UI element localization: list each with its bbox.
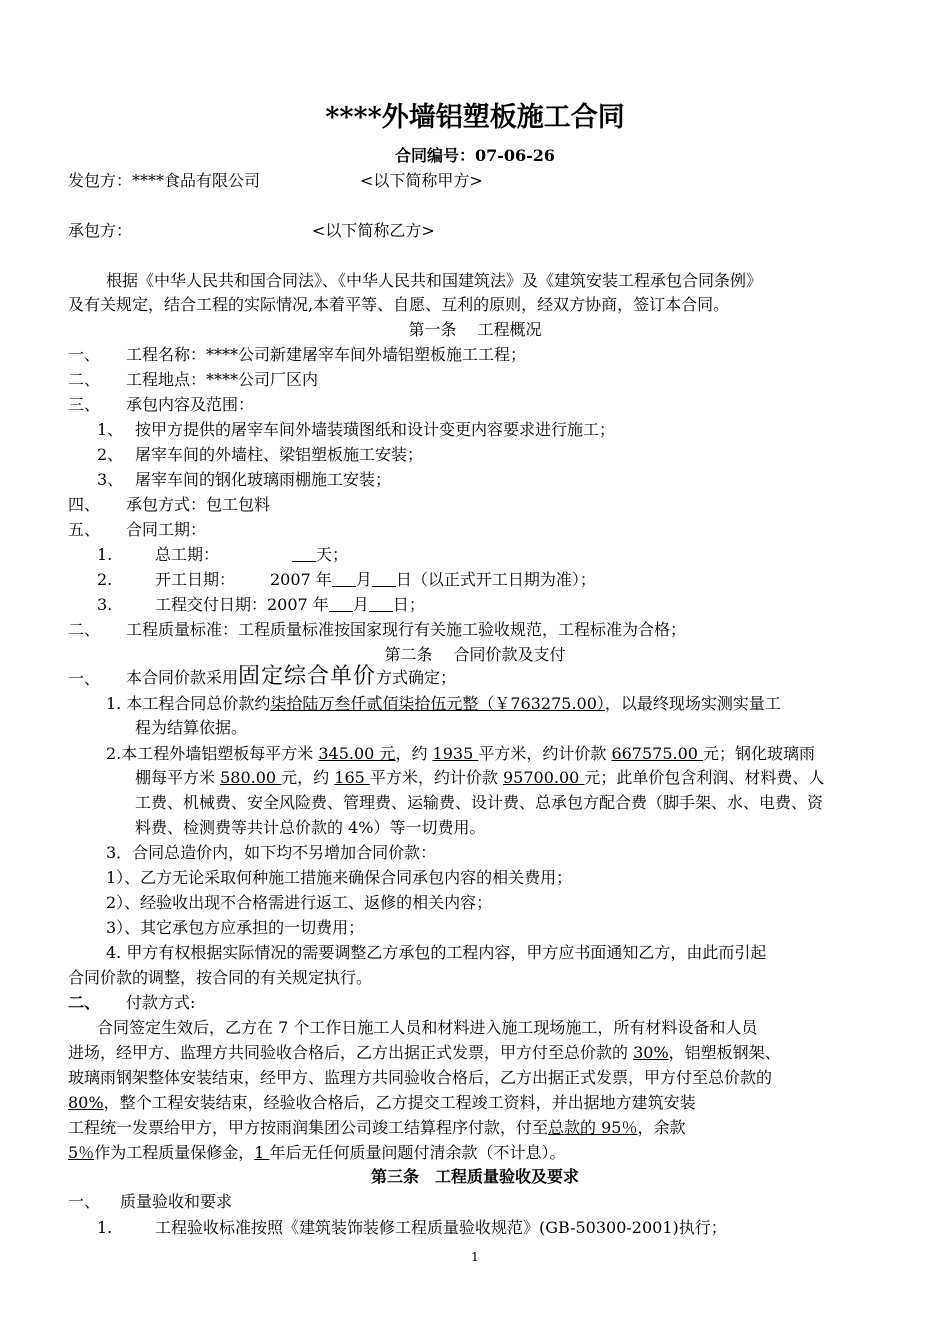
scope-text-1: 按甲方提供的屠宰车间外墙装璜图纸和设计变更内容要求进行施工； — [135, 420, 616, 439]
pay-line-6 — [68, 1142, 565, 1164]
party-a-line — [68, 170, 260, 192]
p2-l1-b: ，约 — [395, 744, 433, 763]
article-1-heading: 第一条 工程概况 — [408, 320, 542, 339]
contract-number-label: 合同编号： — [394, 146, 475, 165]
price-mode-num: 一、 — [68, 669, 101, 688]
price-p4-line-1: 4. 甲方有权根据实际情况的需要调整乙方承包的工程内容，甲方应书面通知乙方，由此而引起 — [106, 943, 767, 962]
price-p3: 3．合同总造价内，如下均不另增加合同价款： — [106, 843, 437, 862]
pay-l4-pct: 80% — [68, 1093, 104, 1112]
pay-l5-u: 总款的 95％ — [548, 1118, 638, 1137]
price-p3-item-2: 2）、经验收出现不合格需进行返工、返修的相关内容； — [106, 893, 493, 912]
start-day-blank — [372, 571, 396, 587]
p2-l1-a: 2.本工程外墙铝塑板每平方米 — [106, 744, 319, 763]
price-p4-line-2: 合同价款的调整，按合同的有关规定执行。 — [68, 968, 373, 987]
delivery-date-day: 日； — [392, 595, 425, 614]
document-title: ****外墙铝塑板施工合同 — [325, 102, 625, 133]
delivery-day-blank — [369, 596, 393, 612]
a1-period-num: 五、 — [68, 520, 101, 539]
start-date-label: 开工日期： — [155, 570, 236, 589]
p1-pre: 1. 本工程合同总价款约 — [106, 694, 271, 713]
p1-amount: 柒拾陆万叁仟贰佰柒拾伍元整（￥763275.00） — [270, 694, 605, 713]
pay-l2-b: ，铝塑板钢架、 — [668, 1043, 781, 1062]
party-b-alias: <以下简称乙方> — [312, 221, 435, 240]
preamble-line-2: 及有关规定，结合工程的实际情况,本着平等、自愿、互利的原则，经双方协商，签订本合同。 — [68, 295, 730, 314]
pay-l2-pct: 30% — [633, 1043, 669, 1062]
party-b-label: 承包方： — [68, 221, 133, 240]
p1-post: ，以最终现场实测实量工 — [604, 694, 781, 713]
delivery-date-label: 工程交付日期：2007 年 — [155, 595, 329, 614]
price-mode-big: 固定综合单价 — [238, 664, 377, 689]
p2-l2-d: 元；此单价包含利润、材料费、人 — [584, 768, 825, 787]
article-2-heading: 第二条 合同价款及支付 — [384, 645, 566, 664]
pay-line-2 — [68, 1042, 781, 1064]
p2-l2-b: 元，约 — [281, 768, 335, 787]
a1-quality-text: 工程质量标准：工程质量标准按国家现行有关施工验收规范，工程标准为合格； — [126, 620, 687, 639]
p2-l1-total: 667575.00 — [611, 744, 704, 763]
p2-l1-area: 1935 — [432, 744, 479, 763]
price-p2-line-3: 工费、机械费、安全风险费、管理费、运输费、设计费、总承包方配合费（脚手架、水、电费、资 — [135, 793, 824, 812]
a1-item-text-2: 工程地点：****公司厂区内 — [126, 370, 319, 389]
a1-period-text: 合同工期： — [126, 520, 207, 539]
a1-mode-text: 承包方式：包工包料 — [126, 495, 271, 514]
price-mode-line — [126, 666, 456, 689]
p2-l1-c: 平方米，约计价款 — [478, 744, 612, 763]
pay-line-5 — [68, 1117, 685, 1139]
pay-l5-a: 工程统一发票给甲方，甲方按雨润集团公司竣工结算程序付款，付至 — [68, 1118, 549, 1137]
preamble-line-1: 根据《中华人民共和国合同法》、《中华人民共和国建筑法》及《建筑安装工程承包合同条例》 — [106, 271, 763, 290]
price-p2-line-1 — [106, 743, 815, 765]
scope-text-2: 屠宰车间的外墙柱、梁铝塑板施工安装； — [135, 445, 424, 464]
p2-l2-total: 95700.00 — [502, 768, 585, 787]
a1-item-num-1: 一、 — [68, 345, 101, 364]
a3-sub-num: 1. — [97, 1218, 113, 1237]
scope-num-2: 2、 — [97, 445, 124, 464]
price-p3-item-1: 1）、乙方无论采取何种施工措施来确保合同承包内容的相关费用； — [106, 868, 573, 887]
p2-l1-d: 元；钢化玻璃雨 — [703, 744, 816, 763]
start-date-year: 2007 年 — [270, 570, 332, 589]
contract-number — [0, 145, 950, 167]
pay-l6-u1: 5％ — [68, 1143, 95, 1162]
a1-quality-num: 二、 — [68, 620, 101, 639]
total-period-blank — [292, 546, 316, 562]
payment-text: 付款方式: — [126, 993, 196, 1012]
party-a-name: ****食品有限公司 — [132, 171, 261, 190]
pay-l6-u2: 1 — [254, 1143, 270, 1162]
page-number: 1 — [471, 1250, 479, 1264]
a3-item-text: 质量验收和要求 — [120, 1192, 233, 1211]
scope-num-3: 3、 — [97, 470, 124, 489]
price-p2-line-4: 料费、检测费等共计总价款的 4%）等一切费用。 — [135, 818, 486, 837]
p2-l2-a: 棚每平方米 — [135, 768, 221, 787]
article-3-heading: 第三条 工程质量验收及要求 — [370, 1167, 579, 1186]
a1-item-text-3: 承包内容及范围： — [126, 395, 255, 414]
p2-l2-area: 165 — [334, 768, 370, 787]
p2-l1-price: 345.00 元 — [318, 744, 396, 763]
a3-sub-text: 工程验收标准按照《建筑装饰装修工程质量验收规范》(GB-50300-2001)执行； — [155, 1218, 727, 1237]
delivery-date-value — [155, 594, 425, 616]
total-period-num: 1. — [97, 545, 113, 564]
pay-l5-b: ，余款 — [637, 1118, 686, 1137]
price-mode-pre: 本合同价款采用 — [126, 668, 239, 687]
contract-number-value: 07-06-26 — [474, 146, 556, 165]
start-date-value — [270, 569, 596, 591]
pay-l6-a: 作为工程质量保修金， — [94, 1143, 255, 1162]
scope-num-1: 1、 — [97, 420, 124, 439]
a1-item-num-3: 三、 — [68, 395, 101, 414]
delivery-month-blank — [329, 596, 353, 612]
pay-l6-b: 年后无任何质量问题付清余款（不计息）。 — [269, 1143, 566, 1162]
total-period-suffix: 天； — [316, 545, 349, 564]
total-period-label: 总工期： — [155, 545, 220, 564]
start-date-month: 月 — [355, 570, 372, 589]
a1-item-num-2: 二、 — [68, 370, 101, 389]
a3-item-num: 一、 — [68, 1192, 101, 1211]
p2-l2-price: 580.00 — [220, 768, 282, 787]
pay-line-1: 合同签定生效后，乙方在 7 个工作日施工人员和材料进入施工现场施工，所有材料设备和人员 — [97, 1018, 758, 1037]
party-a-label: 发包方： — [68, 171, 133, 190]
total-period-value — [292, 544, 348, 566]
pay-l4-b: ，整个工程安装结束，经验收合格后，乙方提交工程竣工资料，并出据地方建筑安装 — [103, 1093, 696, 1112]
start-month-blank — [332, 571, 356, 587]
a1-item-text-1: 工程名称：****公司新建屠宰车间外墙铝塑板施工工程； — [126, 345, 527, 364]
price-p1-line-2: 程为结算依据。 — [135, 718, 248, 737]
price-p2-line-2 — [135, 767, 824, 789]
p2-l2-c: 平方米，约计价款 — [369, 768, 503, 787]
pay-line-3: 玻璃雨钢架整体安装结束，经甲方、监理方共同验收合格后，乙方出据正式发票，甲方付至总价款的 — [68, 1068, 773, 1087]
pay-line-4 — [68, 1092, 696, 1114]
payment-num: 二、 — [68, 993, 101, 1012]
pay-l2-a: 进场，经甲方、监理方共同验收合格后，乙方出据正式发票，甲方付至总价款的 — [68, 1043, 634, 1062]
price-mode-post: 方式确定； — [376, 668, 457, 687]
a1-mode-num: 四、 — [68, 495, 101, 514]
party-a-alias: <以下简称甲方> — [360, 171, 483, 190]
scope-text-3: 屠宰车间的钢化玻璃雨棚施工安装； — [135, 470, 392, 489]
delivery-date-num: 3. — [97, 595, 113, 614]
start-date-day: 日（以正式开工日期为准）； — [395, 570, 596, 589]
delivery-date-month: 月 — [352, 595, 369, 614]
start-date-num: 2. — [97, 570, 113, 589]
price-p1-line-1 — [106, 693, 781, 715]
price-p3-item-3: 3）、其它承包方应承担的一切费用； — [106, 918, 365, 937]
